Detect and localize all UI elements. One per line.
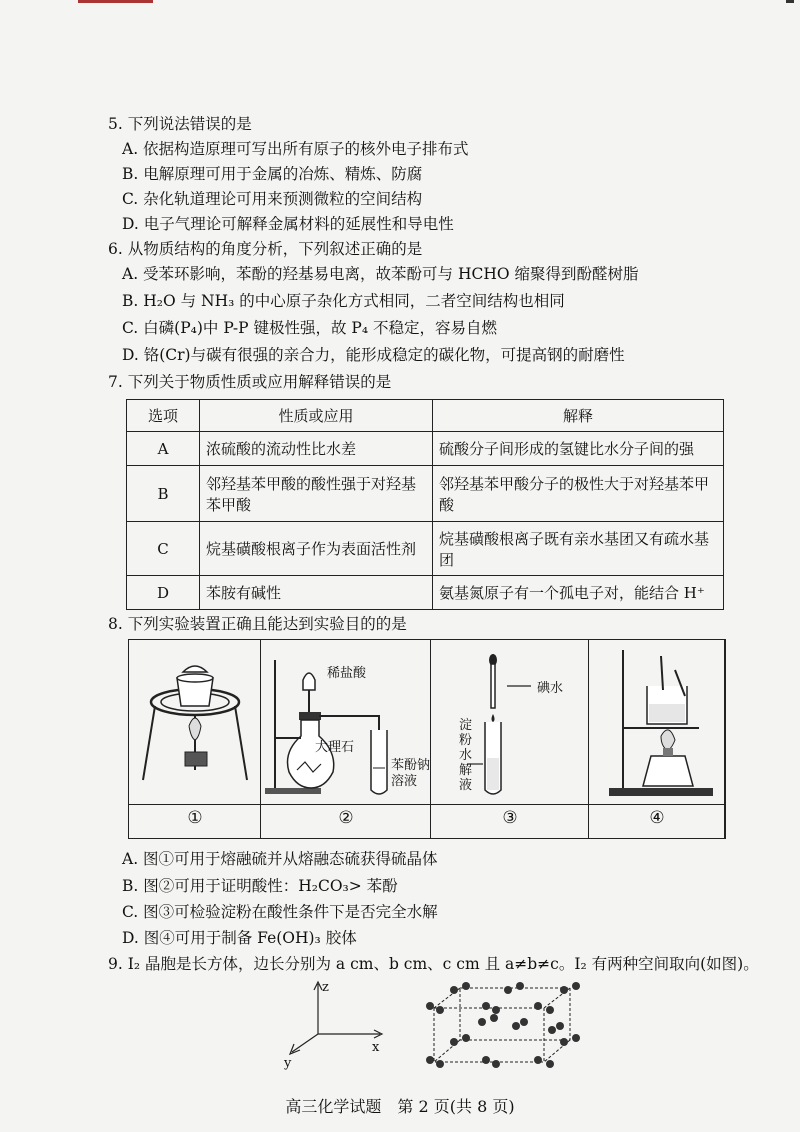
- axis-label-x: x: [372, 1040, 380, 1055]
- label-dilute-hcl: 稀盐酸: [327, 666, 367, 681]
- caption-2: ②: [338, 808, 354, 828]
- table-row: [127, 432, 724, 466]
- question-5-option-c: C. 杂化轨道理论可用来预测微粒的空间结构: [122, 190, 423, 208]
- table-cell: A: [127, 432, 200, 466]
- caption-4: ④: [649, 808, 665, 828]
- table-cell: C: [127, 522, 200, 576]
- axis-label-z: z: [322, 980, 329, 995]
- question-5-option-a: A. 依据构造原理可写出所有原子的核外电子排布式: [122, 140, 469, 158]
- table-cell: 氨基氮原子有一个孤电子对，能结合 H⁺: [433, 576, 724, 610]
- question-6-option-b: B. H₂O 与 NH₃ 的中心原子杂化方式相同，二者空间结构也相同: [122, 292, 565, 310]
- table-header-row: [127, 400, 724, 432]
- caption-1: ①: [187, 808, 203, 828]
- table-cell: 苯胺有碱性: [200, 576, 433, 610]
- question-6-option-c: C. 白磷(P₄)中 P-P 键极性强，故 P₄ 不稳定，容易自燃: [122, 319, 497, 337]
- question-8-option-c: C. 图③可检验淀粉在酸性条件下是否完全水解: [122, 903, 438, 921]
- table-cell: D: [127, 576, 200, 610]
- question-5-option-d: D. 电子气理论可解释金属材料的延展性和导电性: [122, 215, 454, 233]
- question-6-stem: 6. 从物质结构的角度分析，下列叙述正确的是: [108, 240, 423, 258]
- question-7-table: [126, 399, 724, 610]
- question-8-stem: 8. 下列实验装置正确且能达到实验目的的是: [108, 615, 407, 633]
- axis-label-y: y: [284, 1056, 292, 1071]
- table-cell: 硫酸分子间形成的氢键比水分子间的强: [433, 432, 724, 466]
- page-footer: 高三化学试题 第 2 页(共 8 页): [285, 1097, 515, 1116]
- table-row: [127, 576, 724, 610]
- label-sodium-phenolate: 苯酚钠溶液: [391, 758, 431, 789]
- question-9-stem: 9. I₂ 晶胞是长方体，边长分别为 a cm、b cm、c cm 且 a≠b≠c。I₂ 有两种空间取向(如图)。: [108, 955, 759, 973]
- question-8-option-d: D. 图④可用于制备 Fe(OH)₃ 胶体: [122, 929, 357, 947]
- top-edge-mark: [78, 0, 153, 3]
- label-iodine-water: 碘水: [537, 681, 564, 696]
- axis-diagram: [280, 978, 400, 1078]
- question-8-option-b: B. 图②可用于证明酸性：H₂CO₃> 苯酚: [122, 877, 398, 895]
- question-6-option-a: A. 受苯环影响，苯酚的羟基易电离，故苯酚可与 HCHO 缩聚得到酚醛树脂: [122, 265, 639, 283]
- table-cell: 烷基磺酸根离子既有亲水基团又有疏水基团: [433, 522, 724, 576]
- header-cell-explanation: 解释: [433, 400, 724, 432]
- table-row: [127, 522, 724, 576]
- question-5-option-b: B. 电解原理可用于金属的冶炼、精炼、防腐: [122, 165, 423, 183]
- dropper-test-tube-drawing: [431, 640, 589, 804]
- label-marble: 大理石: [315, 740, 355, 755]
- question-8-option-a: A. 图①可用于熔融硫并从熔融态硫获得硫晶体: [122, 850, 438, 868]
- table-row: [127, 466, 724, 522]
- table-cell: 烷基磺酸根离子作为表面活性剂: [200, 522, 433, 576]
- table-cell: B: [127, 466, 200, 522]
- caption-3: ③: [502, 808, 518, 828]
- label-starch-hydrolysate: 淀粉水解液: [459, 718, 473, 793]
- table-cell: 邻羟基苯甲酸的酸性强于对羟基苯甲酸: [200, 466, 433, 522]
- top-corner-mark: [786, 0, 794, 3]
- question-7-stem: 7. 下列关于物质性质或应用解释错误的是: [108, 373, 392, 391]
- crucible-apparatus-drawing: [129, 640, 261, 804]
- question-6-option-d: D. 铬(Cr)与碳有很强的亲合力，能形成稳定的碳化物，可提高钢的耐磨性: [122, 346, 625, 364]
- table-cell: 邻羟基苯甲酸分子的极性大于对羟基苯甲酸: [433, 466, 724, 522]
- question-5-stem: 5. 下列说法错误的是: [108, 115, 252, 133]
- question-8-apparatus-figure: [128, 639, 726, 839]
- caption-divider: [129, 804, 725, 805]
- iodine-unit-cell-diagram: [420, 978, 600, 1070]
- beaker-heating-drawing: [589, 640, 725, 804]
- table-cell: 浓硫酸的流动性比水差: [200, 432, 433, 466]
- header-cell-option: 选项: [127, 400, 200, 432]
- header-cell-property: 性质或应用: [200, 400, 433, 432]
